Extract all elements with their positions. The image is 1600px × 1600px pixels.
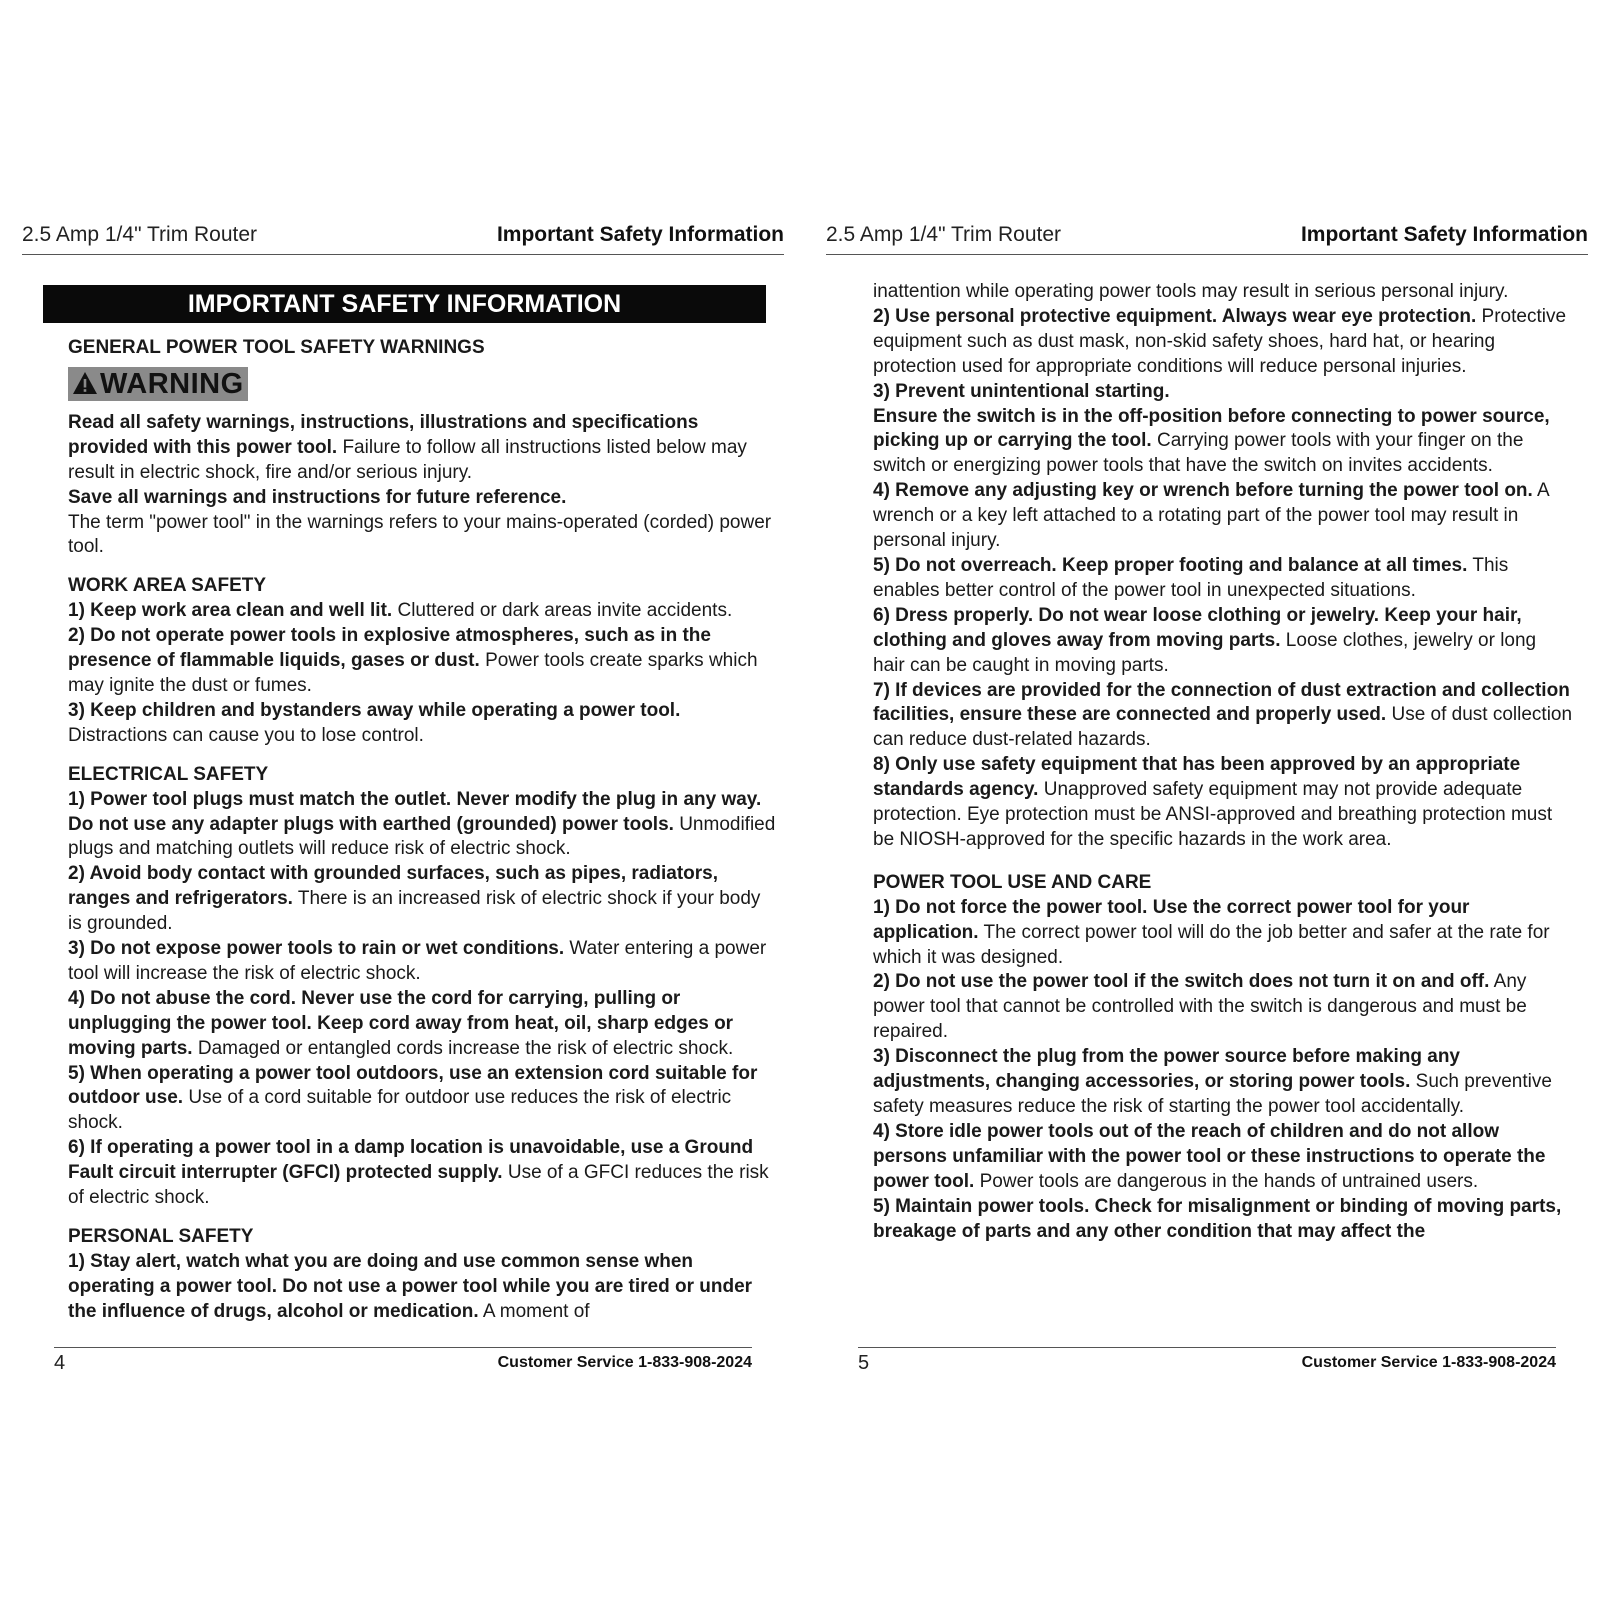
- list-item: [873, 380, 1573, 405]
- item-bold: 1) Keep work area clean and well lit.: [68, 600, 393, 622]
- item-text: There is an increased risk of electric shock if your body is grounded.: [68, 888, 761, 935]
- save-instructions: [68, 486, 778, 511]
- item-text: Use of a GFCI reduces the risk of electric shock.: [68, 1162, 769, 1209]
- item-bold: 5) When operating a power tool outdoors, use an extension cord suitable for outdoor use.: [68, 1062, 758, 1109]
- list-item: [873, 405, 1573, 480]
- item-bold: 1) Do not force the power tool. Use the correct power tool for your application.: [873, 896, 1470, 943]
- item-text: The correct power tool will do the job better and safer at the rate for which it was designed.: [873, 921, 1550, 968]
- item-text: Damaged or entangled cords increase the risk of electric shock.: [192, 1037, 734, 1059]
- page-header: [826, 223, 1588, 253]
- list-item: [68, 937, 778, 987]
- header-divider: [826, 254, 1588, 255]
- list-item: [68, 1136, 778, 1211]
- header-model: 2.5 Amp 1/4" Trim Router: [22, 223, 258, 246]
- electrical-heading: ELECTRICAL SAFETY: [68, 763, 269, 785]
- footer-divider: [858, 1347, 1556, 1348]
- list-item: [873, 604, 1573, 679]
- item-text: Unapproved safety equipment may not provide adequate protection. Eye protection must be ANSI-approved and breathing protection must be NIOSH-approved for the specific hazards in the work area.: [873, 779, 1553, 850]
- item-text: Power tools are dangerous in the hands of untrained users.: [974, 1170, 1479, 1192]
- item-bold: 3) Do not expose power tools to rain or wet conditions.: [68, 938, 565, 960]
- item-text: A moment of: [478, 1300, 590, 1322]
- list-item: [873, 970, 1573, 1045]
- list-item: [68, 1062, 778, 1137]
- tool-use-heading: POWER TOOL USE AND CARE: [873, 871, 1152, 893]
- item-bold: 3) Keep children and bystanders away while operating a power tool.: [68, 699, 681, 721]
- item-text: Any power tool that cannot be controlled with the switch is dangerous and must be repaired.: [873, 971, 1527, 1043]
- list-item: [68, 599, 778, 624]
- item-bold: 1) Power tool plugs must match the outlet. Never modify the plug in any way. Do not use any adapter plugs with earthed (grounded) power tools.: [68, 788, 762, 835]
- list-item: [68, 699, 778, 749]
- list-item: [68, 788, 778, 863]
- item-bold: 6) If operating a power tool in a damp location is unavoidable, use a Ground Fault circuit interrupter (GFCI) protected supply.: [68, 1137, 754, 1184]
- list-item: [68, 862, 778, 937]
- item-bold: 3) Prevent unintentional starting.: [873, 380, 1170, 402]
- item-bold: 1) Stay alert, watch what you are doing and use common sense when operating a power tool. Do not use a power tool while you are tired or under the influence of drugs, alcohol or medication.: [68, 1250, 753, 1322]
- header-section-title: Important Safety Information: [1300, 223, 1588, 246]
- continued-text: inattention while operating power tools may result in serious personal injury.: [873, 281, 1509, 302]
- page-number: 4: [54, 1352, 66, 1374]
- item-text: Such preventive safety measures reduce the risk of starting the power tool accidentally.: [873, 1071, 1552, 1117]
- intro-paragraph: [68, 411, 778, 486]
- item-text: Cluttered or dark areas invite accidents.: [392, 600, 733, 622]
- item-bold: 7) If devices are provided for the connection of dust extraction and collection facilities, ensure these are connected and properly used.: [873, 679, 1570, 726]
- save-instructions-bold: Save all warnings and instructions for future reference.: [68, 486, 567, 508]
- item-text: Unmodified plugs and matching outlets will reduce risk of electric shock.: [68, 813, 776, 860]
- right-page-body: [873, 280, 1573, 1244]
- warning-triangle-icon: [72, 371, 98, 395]
- warning-label: WARNING: [100, 367, 244, 400]
- list-item: [68, 624, 778, 699]
- warning-badge: [68, 367, 248, 401]
- right-page: [800, 0, 1600, 1600]
- item-text: Water entering a power tool will increase the risk of electric shock.: [68, 938, 767, 984]
- item-text: A wrench or a key left attached to a rotating part of the power tool may result in personal injury.: [873, 480, 1549, 552]
- page-number: 5: [858, 1352, 870, 1374]
- list-item: [873, 554, 1573, 604]
- list-item: [873, 753, 1573, 853]
- list-item: [873, 305, 1573, 380]
- item-bold: 2) Do not operate power tools in explosive atmospheres, such as in the presence of flammable liquids, gases or dust.: [68, 625, 711, 672]
- list-item: [873, 1195, 1573, 1245]
- list-item: [68, 1250, 778, 1325]
- item-bold: 8) Only use safety equipment that has been approved by an appropriate standards agency.: [873, 754, 1521, 801]
- customer-service-line: Customer Service 1-833-908-2024: [1301, 1354, 1556, 1371]
- list-item: [873, 479, 1573, 554]
- left-page-body: [68, 336, 778, 1325]
- header-section-title: Important Safety Information: [496, 223, 784, 246]
- item-bold: 5) Maintain power tools. Check for misalignment or binding of moving parts, breakage of parts and any other condition that may affect the: [873, 1195, 1562, 1242]
- item-text: Power tools create sparks which may ignite the dust or fumes.: [68, 650, 758, 696]
- item-bold: 4) Do not abuse the cord. Never use the cord for carrying, pulling or unplugging the power tool. Keep cord away from heat, oil, sharp edges or moving parts.: [68, 987, 734, 1059]
- personal-safety-heading: PERSONAL SAFETY: [68, 1226, 254, 1247]
- header-divider: [22, 254, 784, 255]
- item-bold: 4) Store idle power tools out of the reach of children and do not allow persons unfamiliar with the power tool or these instructions to operate the power tool.: [873, 1120, 1546, 1192]
- item-text: Use of dust collection can reduce dust-related hazards.: [873, 704, 1573, 751]
- safety-banner: IMPORTANT SAFETY INFORMATION: [43, 285, 766, 323]
- term-definition: The term "power tool" in the warnings refers to your mains-operated (corded) power tool.: [68, 511, 772, 558]
- list-item: [68, 987, 778, 1062]
- intro-bold: Read all safety warnings, instructions, illustrations and specifications provided with this power tool.: [68, 411, 699, 458]
- general-warnings-heading: GENERAL POWER TOOL SAFETY WARNINGS: [68, 337, 485, 358]
- item-bold: 2) Use personal protective equipment. Always wear eye protection.: [873, 305, 1477, 327]
- item-bold: 4) Remove any adjusting key or wrench before turning the power tool on.: [873, 480, 1533, 502]
- item-bold: 2) Avoid body contact with grounded surfaces, such as pipes, radiators, ranges and refrigerators.: [68, 863, 718, 910]
- header-model: 2.5 Amp 1/4" Trim Router: [826, 223, 1062, 246]
- item-text: Use of a cord suitable for outdoor use reduces the risk of electric shock.: [68, 1087, 732, 1134]
- item-text: Distractions can cause you to lose control.: [68, 724, 424, 746]
- item-text: This enables better control of the power tool in unexpected situations.: [873, 554, 1509, 601]
- list-item: [873, 896, 1573, 971]
- item-bold: 3) Disconnect the plug from the power source before making any adjustments, changing accessories, or storing power tools.: [873, 1046, 1460, 1093]
- item-bold: 5) Do not overreach. Keep proper footing and balance at all times.: [873, 554, 1468, 576]
- list-item: [873, 1045, 1573, 1120]
- list-item: [873, 679, 1573, 754]
- item-bold: 6) Dress properly. Do not wear loose clothing or jewelry. Keep your hair, clothing and gloves away from moving parts.: [873, 604, 1522, 651]
- item-text: Carrying power tools with your finger on the switch or energizing power tools that have the switch on invites accidents.: [873, 430, 1524, 477]
- item-text: Protective equipment such as dust mask, non-skid safety shoes, hard hat, or hearing protection used for appropriate conditions will reduce personal injuries.: [873, 305, 1567, 377]
- item-bold: Ensure the switch is in the off-position before connecting to power source, picking up or carrying the tool.: [873, 405, 1550, 452]
- customer-service-line: Customer Service 1-833-908-2024: [497, 1354, 752, 1371]
- page-header: [22, 223, 784, 253]
- item-bold: 2) Do not use the power tool if the switch does not turn it on and off.: [873, 971, 1490, 993]
- footer-divider: [54, 1347, 752, 1348]
- list-item: [873, 1120, 1573, 1195]
- intro-text: Failure to follow all instructions listed below may result in electric shock, fire and/or serious injury.: [68, 436, 747, 483]
- work-area-heading: WORK AREA SAFETY: [68, 575, 267, 597]
- item-text: Loose clothes, jewelry or long hair can be caught in moving parts.: [873, 629, 1537, 676]
